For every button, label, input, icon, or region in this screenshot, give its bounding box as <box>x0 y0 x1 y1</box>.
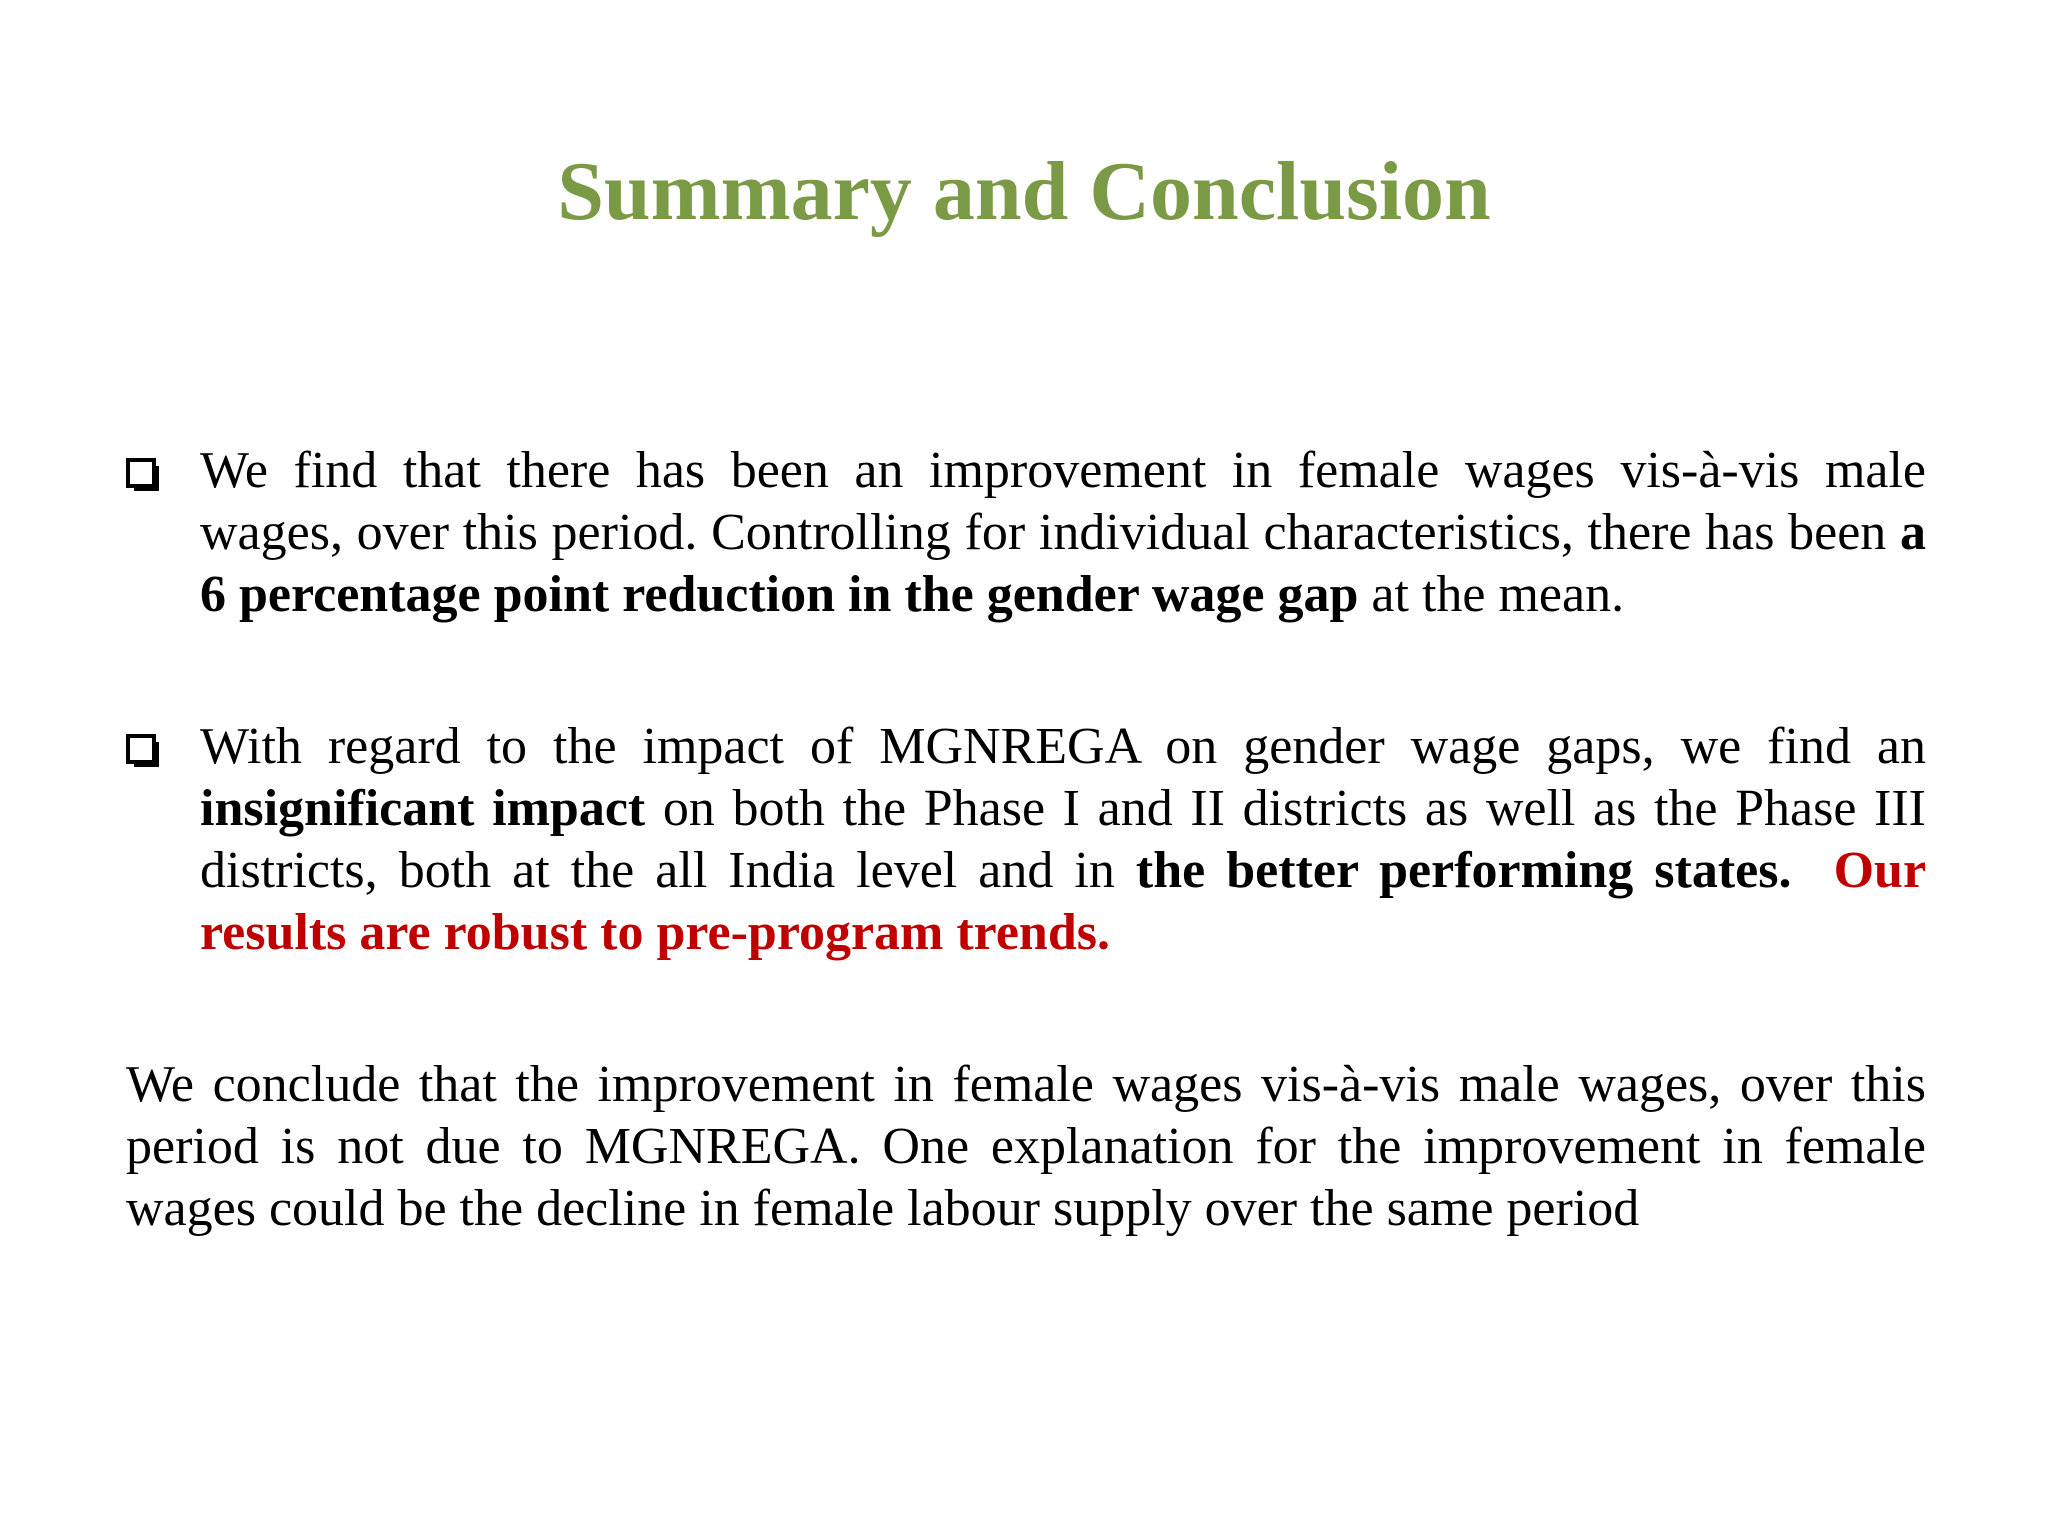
checkbox-icon <box>126 458 160 492</box>
slide-title: Summary and Conclusion <box>557 145 1491 238</box>
checkbox-icon <box>126 734 160 768</box>
bullet-bold-insignificant: insignificant impact <box>200 780 646 837</box>
bullet-text <box>200 440 1926 626</box>
bullet-intro: We find that there has been an improvement in female wages vis-à-vis male wages, over this period. Controlling for individual characteristics, there has been <box>200 442 1926 561</box>
bullet-red-robust: Our results are robust to pre-program trends. <box>200 842 1927 961</box>
bullet-middle: on both the Phase I and II districts as well as the Phase III districts, both at the all India level and in <box>200 780 1927 899</box>
bullet-outro: at the mean. <box>1358 566 1625 623</box>
bullet-text <box>200 716 1926 964</box>
bullet-intro: With regard to the impact of MGNREGA on gender wage gaps, we find an <box>200 718 1926 775</box>
conclusion-paragraph: We conclude that the improvement in female wages vis-à-vis male wages, over this period is not due to MGNREGA. One explanation for the improvement in female wages could be the decline in female labour supply over the same period <box>126 1056 1926 1237</box>
bullet-bold-states: the better performing states. <box>1135 842 1792 899</box>
bullet-bold-finding: a 6 percentage point reduction in the gender wage gap <box>200 504 1926 623</box>
